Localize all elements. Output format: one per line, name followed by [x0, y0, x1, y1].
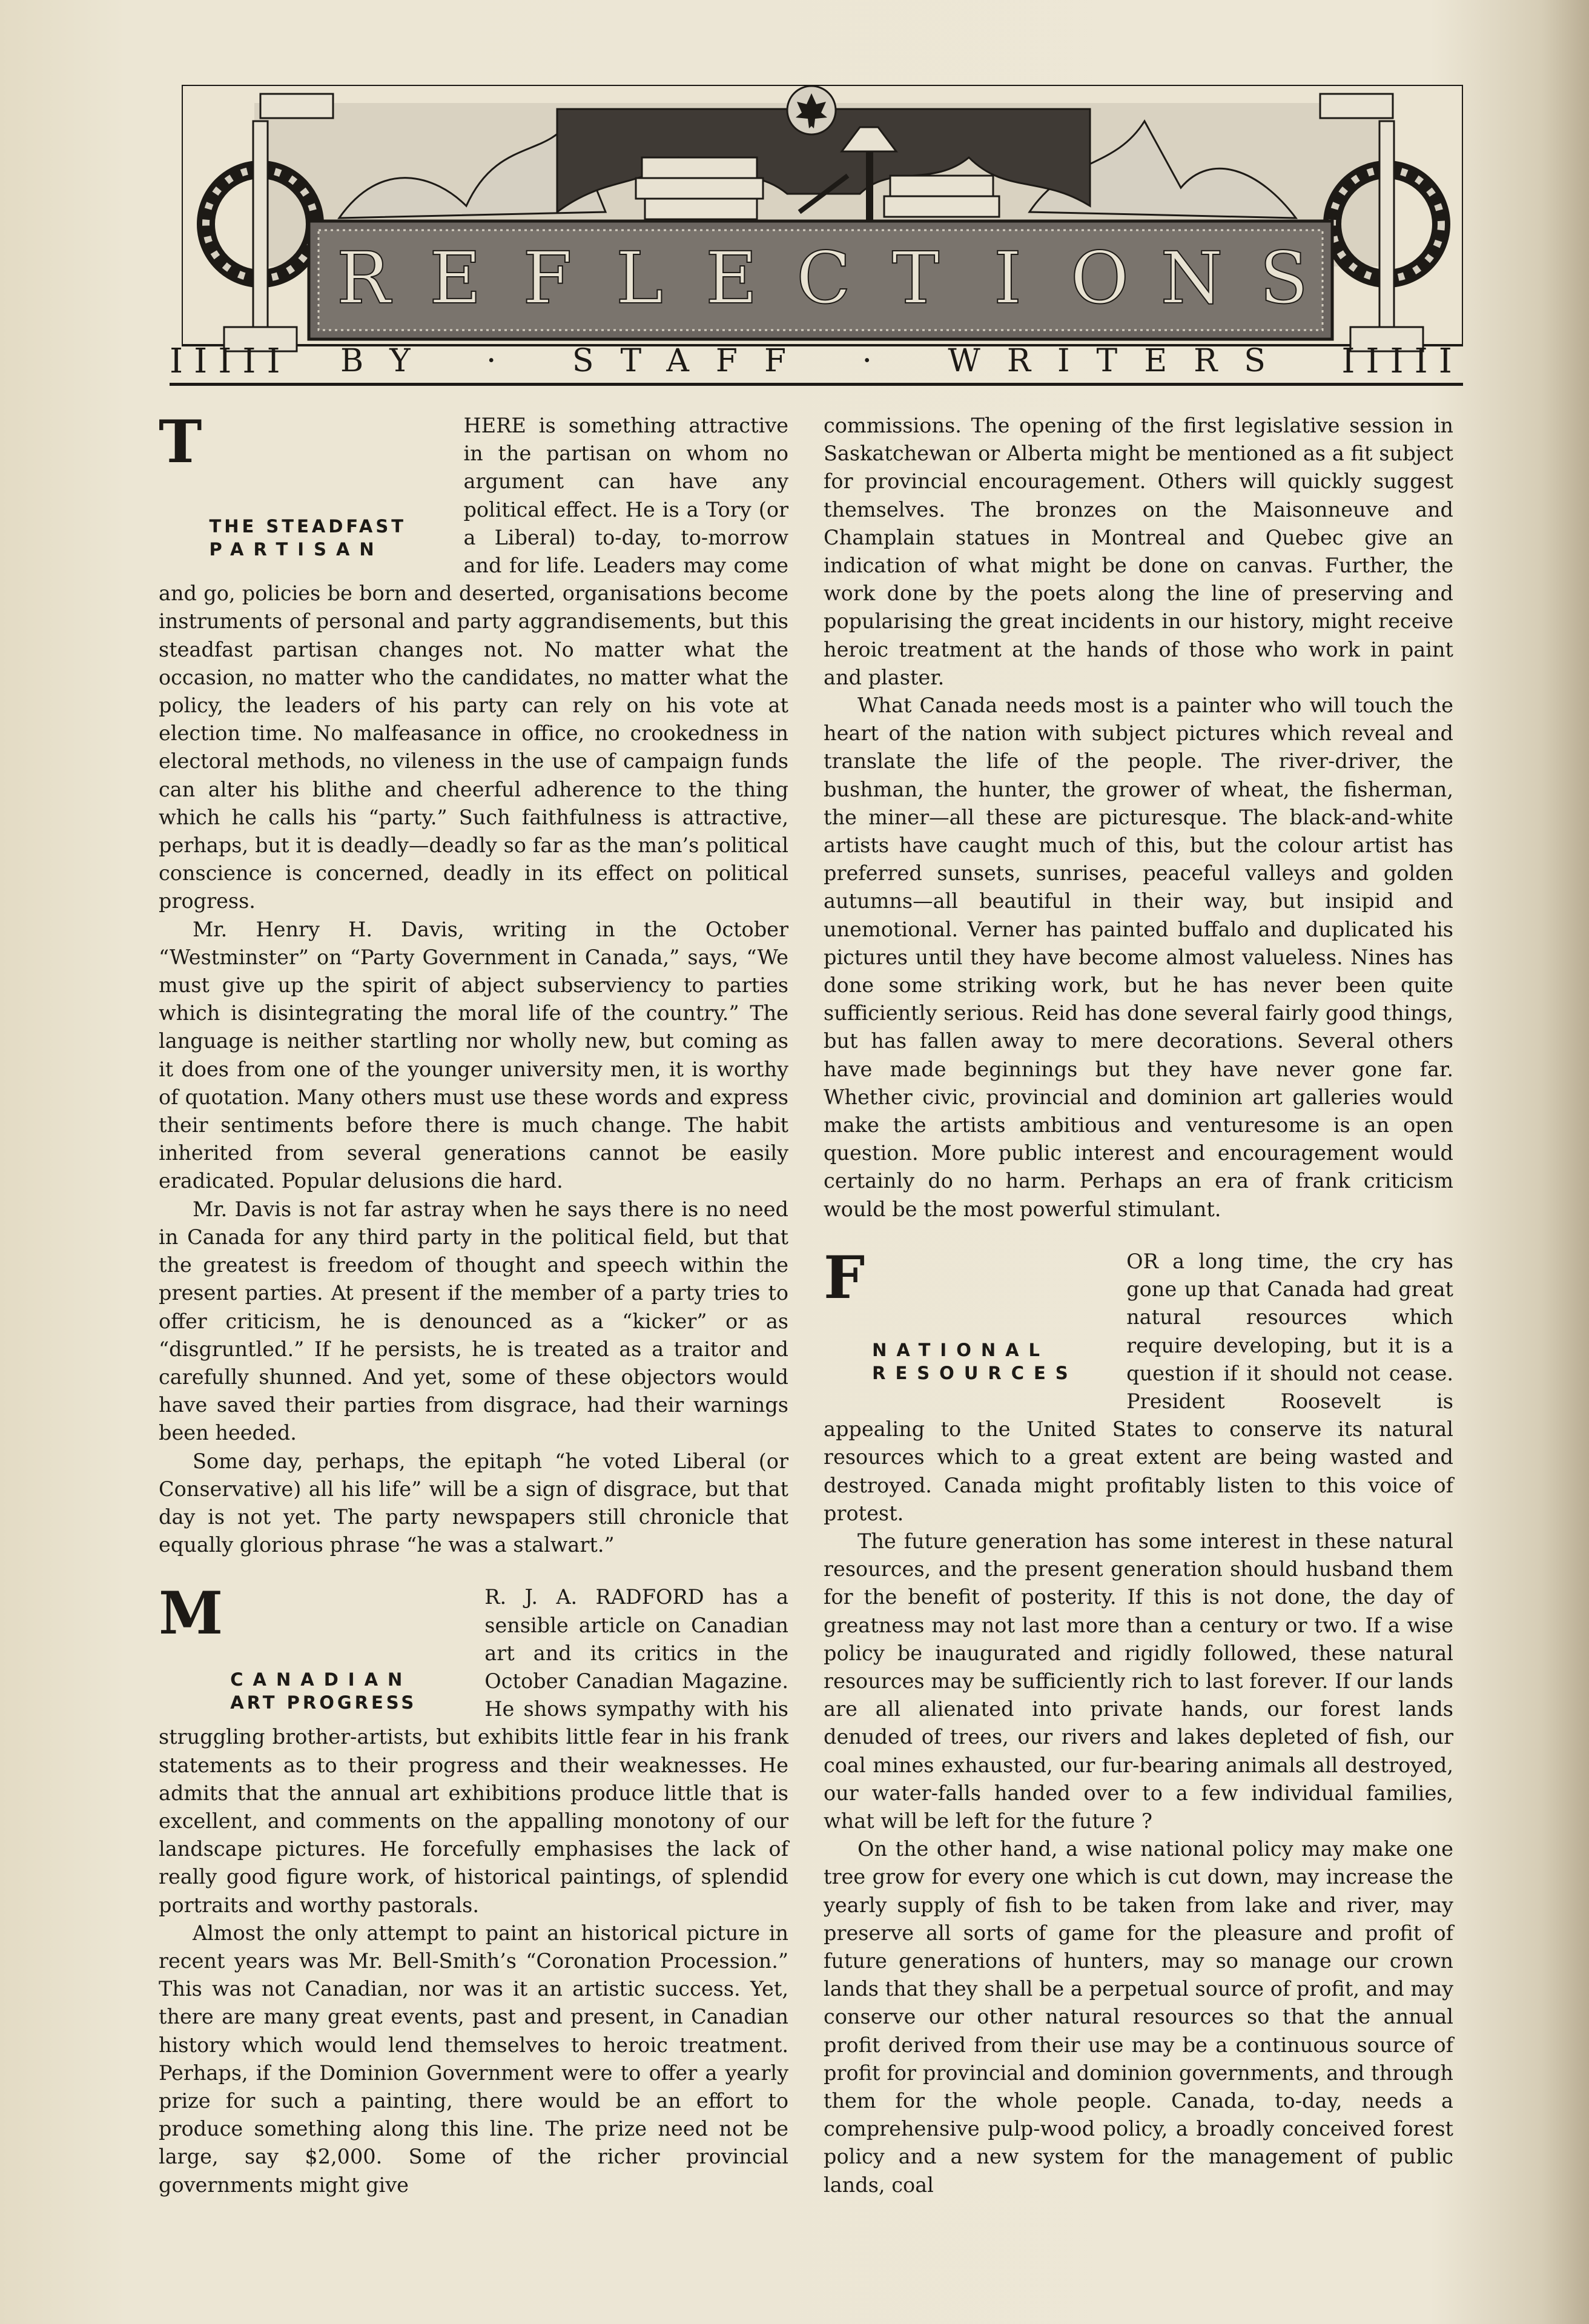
article-paragraph: F NATIONAL RESOURCES OR a long time, the cry has gone up that Canada had great natural resources which require developing, but it is a question if it should not cease. President Roosevelt is appealing to the United States to conserve its natural resources which to a great extent are being wasted and destroyed. Canada might profitably listen to this voice of protest. — [824, 1243, 1453, 1525]
title-letter: I — [993, 236, 1022, 320]
byline-staff: STAFF — [572, 343, 813, 379]
drop-cap: T — [159, 408, 202, 476]
title-letter: L — [615, 236, 664, 320]
title-letter: E — [429, 236, 482, 320]
title-letter: F — [523, 236, 572, 320]
title-letter: S — [1259, 236, 1309, 320]
title-letter: C — [796, 236, 851, 320]
header-rule — [170, 383, 1463, 386]
article-paragraph: Almost the only attempt to paint an historical picture in recent years was Mr. Bell-Smith’s “Coronation Procession.” This was not Canadian, nor was it an artistic success. Yet, there are many great events, past and present, in Canadian history which would lend themselves to heroic treatment. Perhaps, if the Dominion Government were to offer a yearly prize for such a painting, there would be an effort to produce something along this line. The prize need not be large, say $2,000. Some of the richer provincial governments might give — [159, 1921, 788, 2197]
reflections-masthead — [182, 85, 1463, 363]
title-letter: N — [1160, 236, 1223, 320]
article-paragraph: Mr. Henry H. Davis, writing in the October “Westminster” on “Party Government in Canada,” says, “We must give up the spirit of abject subserviency to parties which is disintegrating the moral life of the country.” The language is neither startling nor wholly new, but coming as it does from one of the younger university men, it is worthy of quotation. Many others must use these words and express their sentiments before there is much change. The habit inherited from several generations cannot be easily eradicated. Popular delusions die hard. — [159, 917, 788, 1193]
byline-ticks-right: IIIII — [1341, 341, 1463, 381]
byline-dot: · — [862, 343, 899, 379]
article-paragraph: commissions. The opening of the first legislative session in Saskatchewan or Alberta might be mentioned as a fit subject for provincial encouragement. Others will quickly suggest themselves. The bronzes on the Maisonneuve and Champlain statues in Montreal and Quebec give an indication of what might be done on canvas. Further, the work done by the poets along the line of preserving and popularising the great incidents in our history, might receive heroic treatment at the hands of those who work in paint and plaster. — [824, 414, 1453, 689]
side-heading: THE STEADFAST PARTISAN — [209, 516, 406, 560]
byline-by: BY — [340, 343, 437, 379]
article-paragraph: Some day, perhaps, the epitaph “he voted Liberal (or Conservative) all his life” will be a sign of disgrace, but that day is not yet. The party newspapers still chronicle that equally glorious phrase “he was a stalwart.” — [159, 1449, 788, 1557]
left-column — [159, 408, 788, 2199]
article-paragraph: Mr. Davis is not far astray when he says there is no need in Canada for any third party in the political field, but that the greatest is freedom of thought and speech within the present parties. At present if the member of a party tries to offer criticism, he is denounced as a “kicker” or as “disgruntled.” If he persists, he is treated as a traitor and carefully shunned. And yet, some of these objectors would have saved their parties from disgrace, had their warnings been heeded. — [159, 1197, 788, 1445]
byline — [170, 339, 1463, 383]
side-heading: CANADIAN ART PROGRESS — [230, 1669, 417, 1713]
side-heading: NATIONAL RESOURCES — [872, 1339, 1078, 1383]
maple-leaf-icon — [787, 86, 836, 134]
byline-writers: WRITERS — [948, 343, 1292, 379]
article-paragraph: What Canada needs most is a painter who will touch the heart of the nation with subject pictures which reveal and translate the life of the people. The river-driver, the bushman, the hunter, the grower of wheat, the fisherman, the miner—all these are picturesque. The black-and-white artists have caught much of this, but the colour artist has preferred sunsets, sunrises, peaceful valleys and golden autumns—all beautiful in their way, but insipid and unemotional. Verner has painted buffalo and duplicated his pictures until they have become almost valueless. Nines has done some striking work, but he has never been quite sufficiently serious. Reid has done several fairly good things, but has fallen away to mere decorations. Several others have made beginnings but they have never gone far. Whether civic, provincial and dominion art galleries would make the artists ambitious and venturesome is an open question. More public interest and encouragement would certainly do no harm. Perhaps an era of frank criticism would be the most powerful stimulant. — [824, 694, 1453, 1221]
title-letter: E — [705, 236, 758, 320]
title-letter: O — [1070, 236, 1129, 320]
byline-dot: · — [486, 343, 523, 379]
byline-ticks-left: IIIII — [170, 341, 291, 381]
title-letter: T — [891, 236, 940, 320]
article-paragraph: T THE STEADFAST PARTISAN HERE is something attractive in the partisan on whom no argument can have any political effect. He is a Tory (or a Liberal) to-day, to-morrow and for life. Leaders may come and go, policies be born and deserted, organisations become instruments of personal and party aggrandisements, but this steadfast partisan changes not. No matter what the occasion, no matter who the candidates, no matter what the policy, the leaders of his party can rely on his vote at election time. No malfeasance in office, no crookedness in electoral methods, no vileness in the use of campaign funds can alter his blithe and cheerful adherence to the thing which he calls his “party.” Such faithfulness is attractive, perhaps, but it is deadly—deadly so far as the man’s political conscience is concerned, deadly in its effect on political progress. — [159, 408, 788, 913]
right-column — [824, 412, 1453, 2199]
title-letter: R — [336, 236, 391, 320]
article-paragraph: M CANADIAN ART PROGRESS R. J. A. RADFORD has a sensible article on Canadian art and its critics in the October Canadian Magazine. He shows sympathy with his struggling brother-artists, but exhibits little fear in his frank statements as to their progress and their weaknesses. He admits that the annual art exhibitions produce little that is excellent, and comments on the appalling monotony of our landscape pictures. He forcefully emphasises the lack of really good figure work, of historical paintings, of splendid portraits and worthy pastorals. — [159, 1579, 788, 1917]
article-paragraph: The future generation has some interest in these natural resources, and the present generation should husband them for the benefit of posterity. If this is not done, the day of greatness may not last more than a century or two. If a wise policy be inaugurated and rigidly followed, these natural resources may be sufficiently rich to last forever. If our lands are all alienated into private hands, our forest lands denuded of trees, our rivers and lakes depleted of fish, our coal mines exhausted, our fur-bearing animals all destroyed, our water-falls handed over to a few individual families, what will be left for the future ? — [824, 1529, 1453, 1833]
drop-cap: M — [159, 1579, 223, 1648]
drop-cap: F — [824, 1243, 865, 1312]
article-paragraph: On the other hand, a wise national policy may make one tree grow for every one which is cut down, may increase the yearly supply of fish to be taken from lake and river, may preserve all sorts of game for the pleasure and profit of future generations of hunters, may so manage our crown lands that they shall be a perpetual source of profit, and may conserve our other natural resources so that the annual profit derived from their use may be a continuous source of profit for provincial and dominion governments, and through them for the whole people. Canada, to-day, needs a comprehensive pulp-wood policy, a broadly conceived forest policy and a new system for the management of public lands, coal — [824, 1837, 1453, 2197]
